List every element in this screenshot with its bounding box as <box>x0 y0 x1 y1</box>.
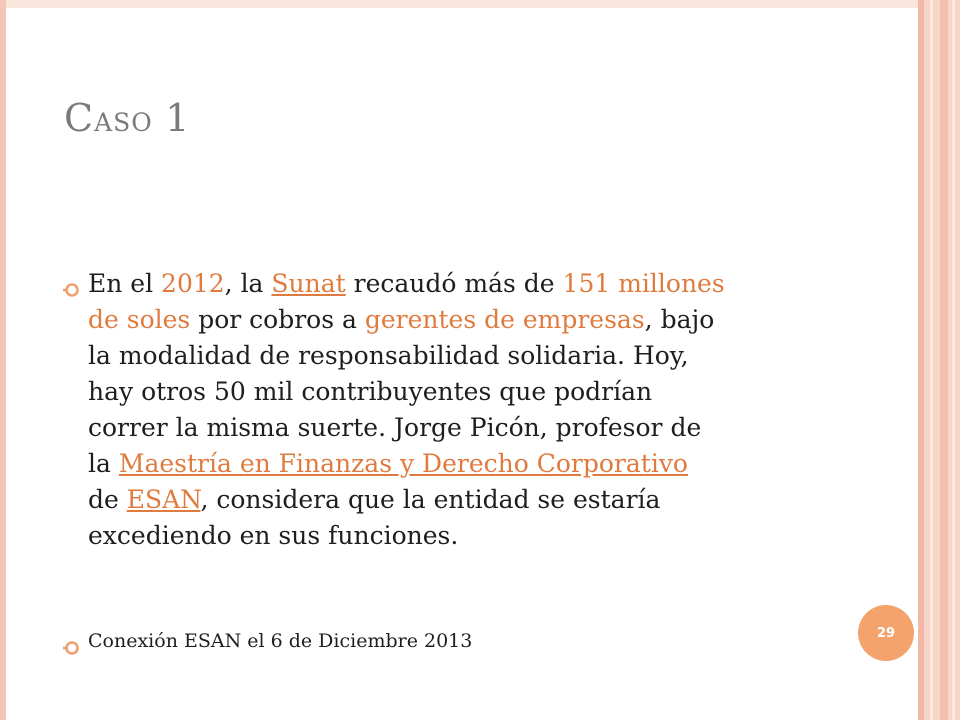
paragraph-line <box>88 266 828 302</box>
source-citation: Conexión ESAN el 6 de Diciembre 2013 <box>88 630 473 652</box>
bullet-icon <box>60 278 84 302</box>
highlight-managers: gerentes de empresas <box>364 305 645 334</box>
text: recaudó más de <box>345 269 563 298</box>
body-paragraph <box>88 266 828 554</box>
stripe <box>952 0 955 720</box>
text: , considera que la entidad se estaría <box>200 485 661 514</box>
text: En el <box>88 269 162 298</box>
paragraph-line <box>88 482 828 518</box>
stripe <box>930 0 933 720</box>
decorative-stripes <box>918 0 960 720</box>
text: la <box>88 449 119 478</box>
text: por cobros a <box>190 305 365 334</box>
paragraph-line: la modalidad de responsabilidad solidaria. Hoy, <box>88 341 689 370</box>
paragraph-line <box>88 446 828 482</box>
link-maestria[interactable]: Maestría en Finanzas y Derecho Corporativo <box>118 449 688 478</box>
highlight-currency: de soles <box>88 305 191 334</box>
text: , la <box>224 269 272 298</box>
stripe <box>940 0 948 720</box>
title-rest: aso <box>94 99 153 140</box>
slide-title <box>64 96 190 140</box>
paragraph-line: excediendo en sus funciones. <box>88 521 459 550</box>
paragraph-line: hay otros 50 mil contribuyentes que podrían <box>88 377 653 406</box>
text: de <box>88 485 127 514</box>
paragraph-line <box>88 302 828 338</box>
text: , bajo <box>644 305 715 334</box>
title-initial: C <box>64 96 95 140</box>
stripe <box>918 0 924 720</box>
page-number-badge: 29 <box>858 605 914 661</box>
title-number: 1 <box>165 96 191 140</box>
link-esan[interactable]: ESAN <box>126 485 201 514</box>
link-sunat[interactable]: Sunat <box>271 269 346 298</box>
bullet-icon <box>60 636 84 660</box>
highlight-amount: 151 millones <box>562 269 725 298</box>
highlight-year: 2012 <box>161 269 225 298</box>
paragraph-line: correr la misma suerte. Jorge Picón, profesor de <box>88 413 702 442</box>
